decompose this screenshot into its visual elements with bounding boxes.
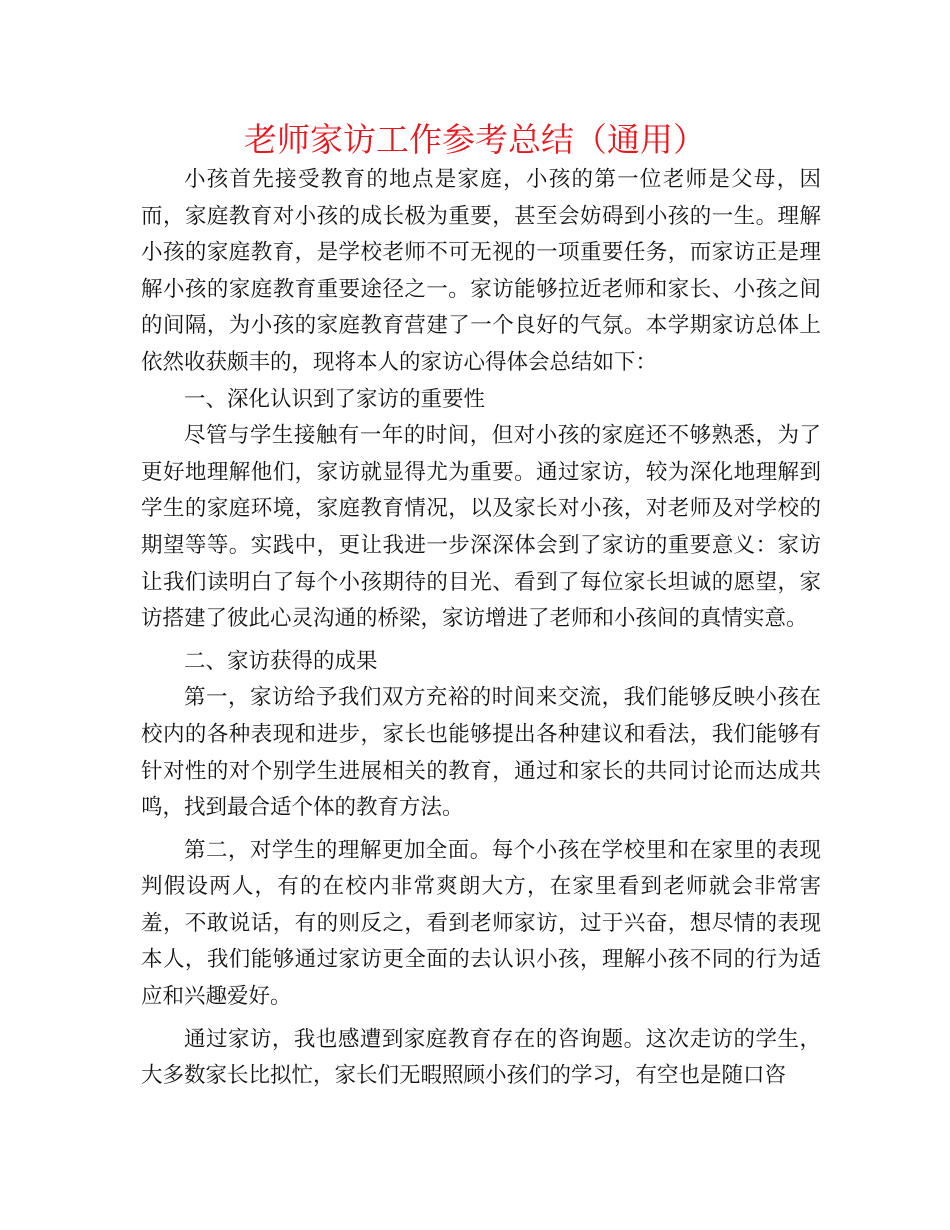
- paragraph-first-result: 第一，家访给予我们双方充裕的时间来交流，我们能够反映小孩在校内的各种表现和进步，家长也能够提出各种建议和看法，我们能够有针对性的对个别学生进展相关的教育，通过和家长的共同讨论而达成共鸣，找到最合适个体的教育方法。: [141, 685, 821, 821]
- section-heading-2: 二、家访获得的成果: [184, 648, 378, 674]
- paragraph-second-result: 第二，对学生的理解更加全面。每个小孩在学校里和在家里的表现判假设两人，有的在校内非常爽朗大方，在家里看到老师就会非常害羞，不敢说话，有的则反之，看到老师家访，过于兴奋，想尽情的表现本人，我们能够通过家访更全面的去认识小孩，理解小孩不同的行为适应和兴趣爱好。: [141, 837, 821, 1010]
- paragraph-problems: 通过家访，我也感遭到家庭教育存在的咨询题。这次走访的学生，大多数家长比拟忙，家长们无暇照顾小孩们的学习，有空也是随口咨: [141, 1026, 821, 1089]
- paragraph-intro: 小孩首先接受教育的地点是家庭，小孩的第一位老师是父母，因而，家庭教育对小孩的成长极为重要，甚至会妨碍到小孩的一生。理解小孩的家庭教育，是学校老师不可无视的一项重要任务，而家访正是理解小孩的家庭教育重要途径之一。家访能够拉近老师和家长、小孩之间的间隔，为小孩的家庭教育营建了一个良好的气氛。本学期家访总体上依然收获颇丰的，现将本人的家访心得体会总结如下：: [141, 167, 821, 375]
- document-title: 老师家访工作参考总结（通用）: [244, 120, 706, 159]
- section-heading-1: 一、深化认识到了家访的重要性: [184, 386, 486, 412]
- document-body: [141, 162, 821, 1095]
- paragraph-importance: 尽管与学生接触有一年的时间，但对小孩的家庭还不够熟悉，为了更好地理解他们，家访就显得尤为重要。通过家访，较为深化地理解到学生的家庭环境，家庭教育情况，以及家长对小孩，对老师及对学校的期望等等。实践中，更让我进一步深深体会到了家访的重要意义：家访让我们读明白了每个小孩期待的目光、看到了每位家长坦诚的愿望，家访搭建了彼此心灵沟通的桥梁，家访增进了老师和小孩间的真情实意。: [141, 423, 821, 632]
